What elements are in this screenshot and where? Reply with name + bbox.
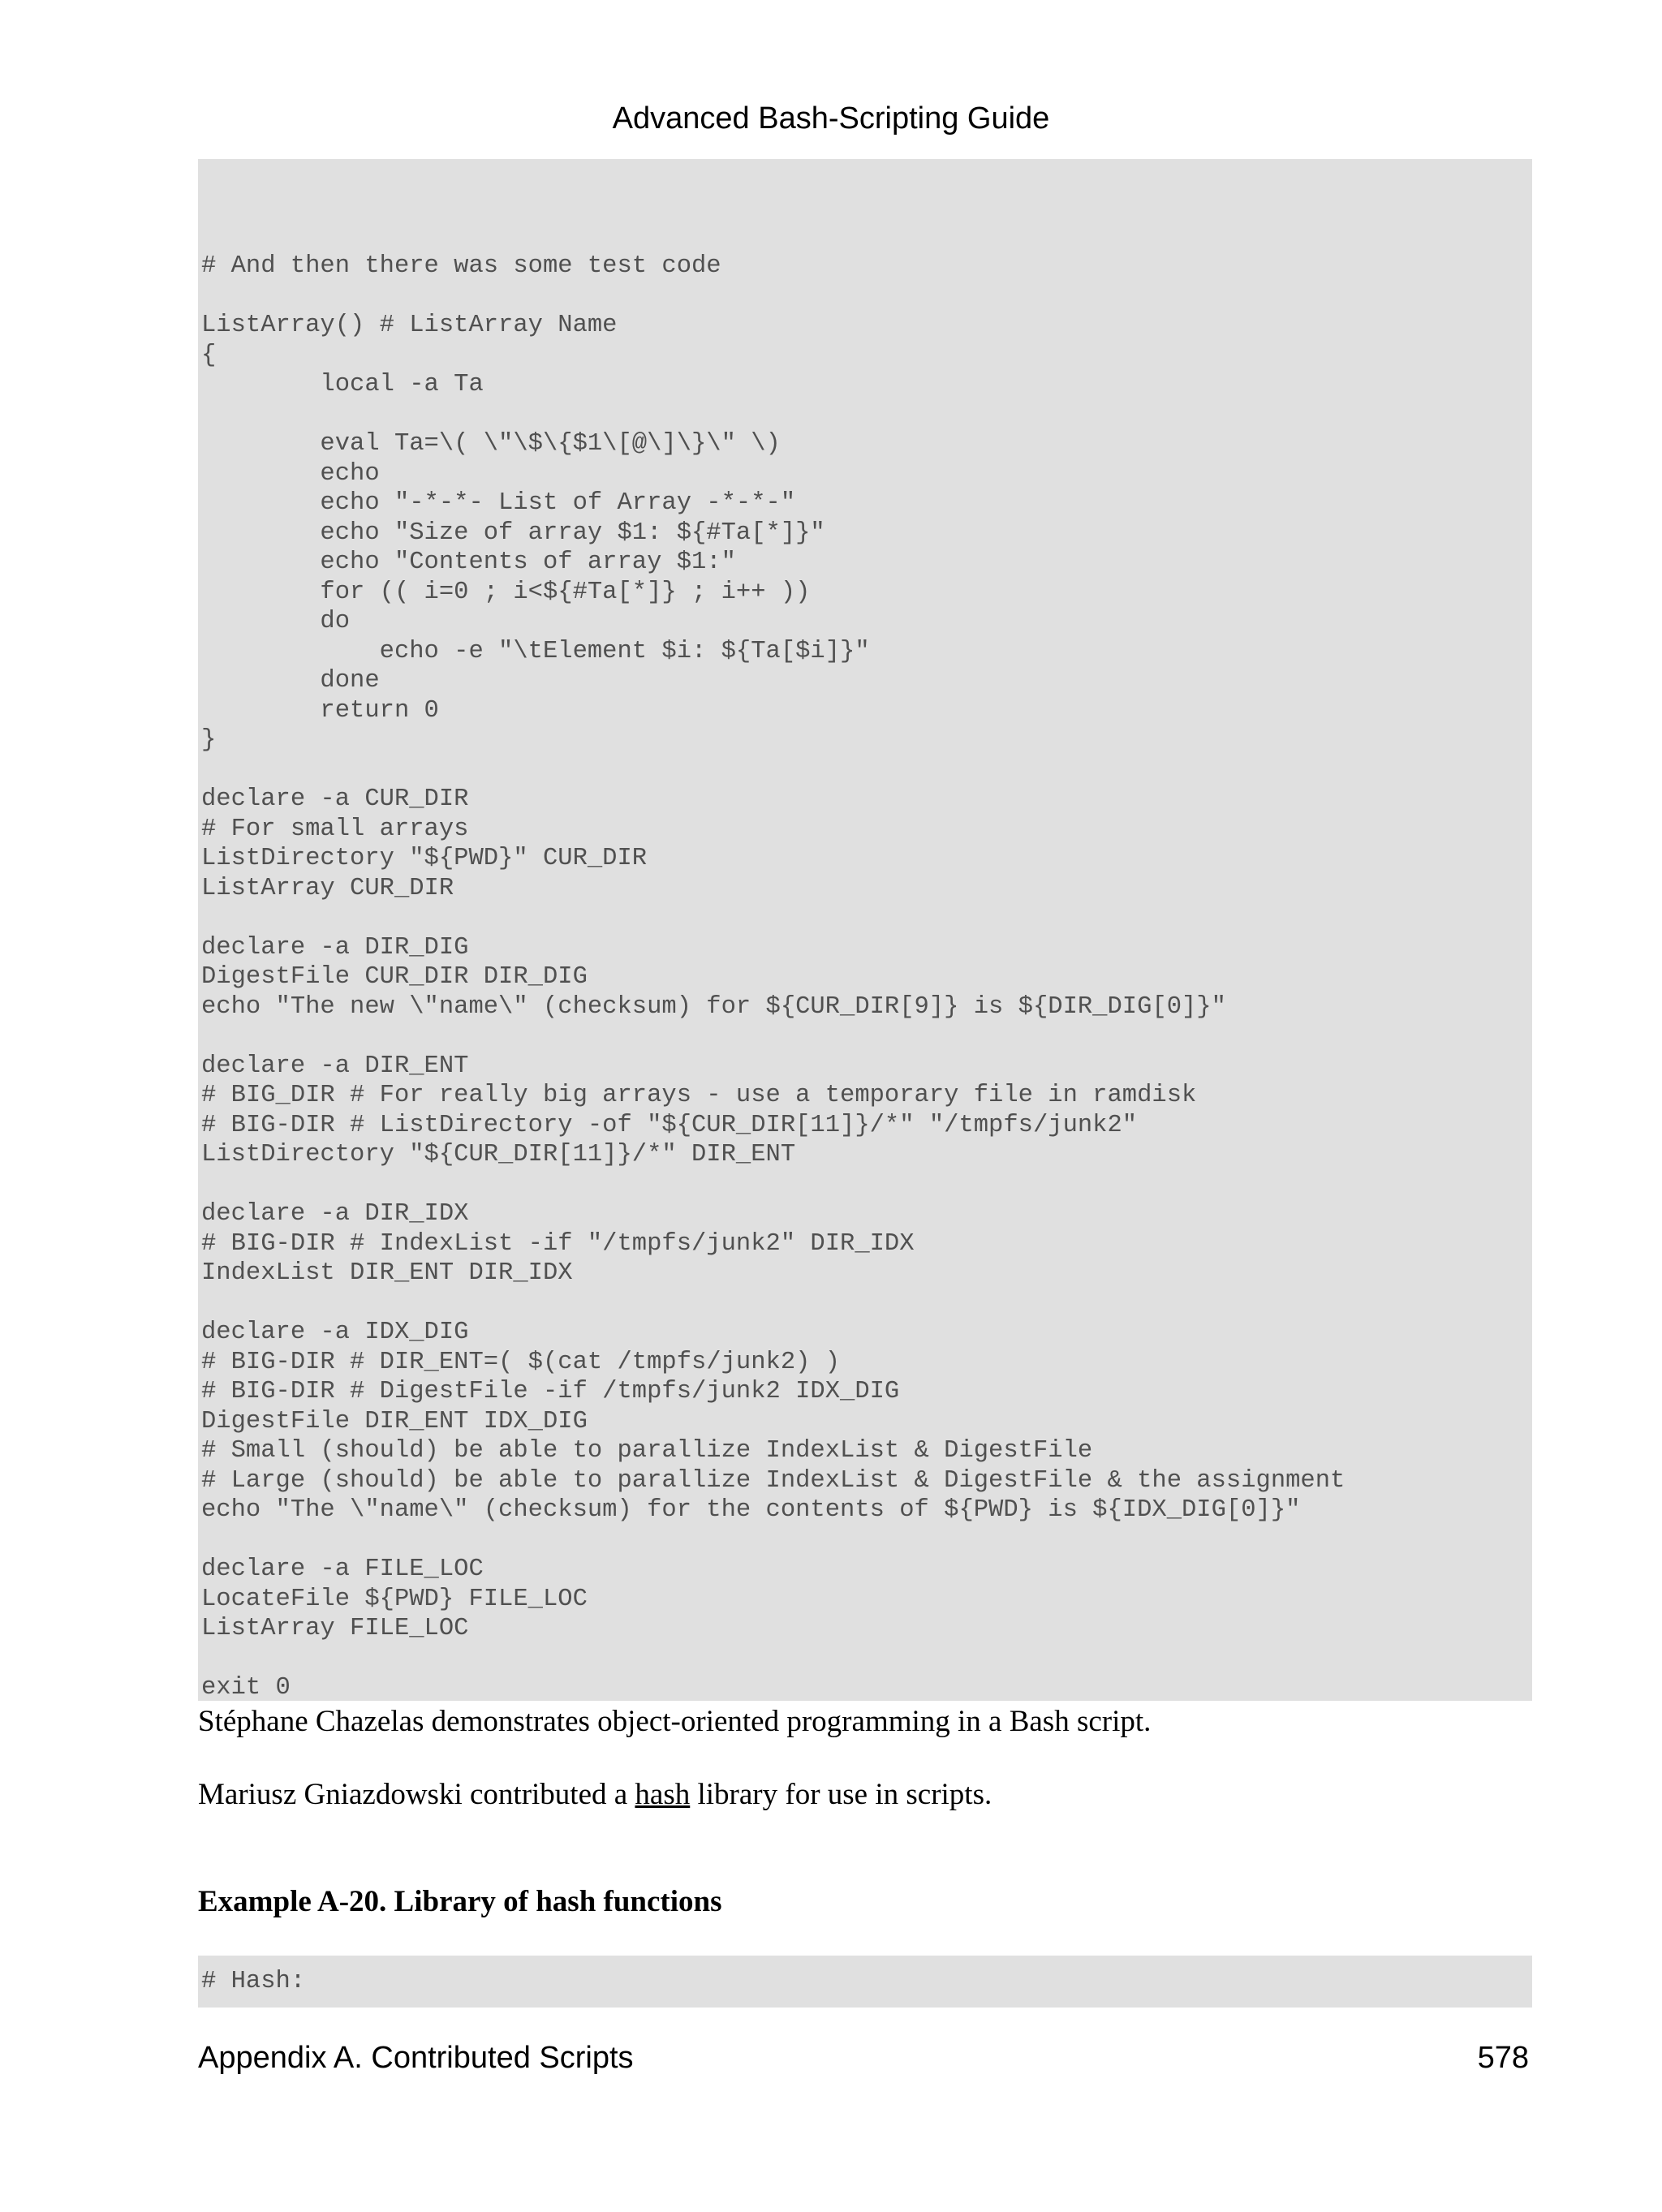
code-listing-hash: # Hash: (198, 1956, 1532, 2008)
page-number: 578 (1477, 2041, 1529, 2075)
footer-section: Appendix A. Contributed Scripts (198, 2041, 634, 2075)
paragraph-text-before: Mariusz Gniazdowski contributed a (198, 1778, 635, 1811)
running-header: Advanced Bash-Scripting Guide (612, 101, 1050, 136)
paragraph-text-after: library for use in scripts. (690, 1778, 992, 1811)
hash-link[interactable]: hash (635, 1778, 691, 1811)
paragraph-hash-library (198, 1775, 992, 1814)
example-title: Example A-20. Library of hash functions (198, 1885, 722, 1918)
code-listing: # And then there was some test code ListArray() # ListArray Name { local -a Ta eval Ta=\( \"\$\{$1\[@\]\}\" \) echo echo "-*-*- List of Array -*-*-" echo "Size of array $1: ${#Ta[*]}" echo "Contents of array $1:" for (( i=0 ; i<${#Ta[*]} ; i++ )) do echo -e "\tElement $i: ${Ta[$i]}" done return 0 } declare -a CUR_DIR # For small arrays ListDirectory "${PWD}" CUR_DIR ListArray CUR_DIR declare -a DIR_DIG DigestFile CUR_DIR DIR_DIG echo "The new \"name\" (checksum) for ${CUR_DIR[9]} is ${DIR_DIG[0]}" declare -a DIR_ENT # BIG_DIR # For really big arrays - use a temporary file in ramdisk # BIG-DIR # ListDirectory -of "${CUR_DIR[11]}/*" "/tmpfs/junk2" ListDirectory "${CUR_DIR[11]}/*" DIR_ENT declare -a DIR_IDX # BIG-DIR # IndexList -if "/tmpfs/junk2" DIR_IDX IndexList DIR_ENT DIR_IDX declare -a IDX_DIG # BIG-DIR # DIR_ENT=( $(cat /tmpfs/junk2) ) # BIG-DIR # DigestFile -if /tmpfs/junk2 IDX_DIG DigestFile DIR_ENT IDX_DIG # Small (should) be able to parallize IndexList & DigestFile # Large (should) be able to parallize IndexList & DigestFile & the assignment echo "The \"name\" (checksum) for the contents of ${PWD} is ${IDX_DIG[0]}" declare -a FILE_LOC LocateFile ${PWD} FILE_LOC ListArray FILE_LOC exit 0 (198, 159, 1532, 1701)
paragraph-oop-note: Stéphane Chazelas demonstrates object-oriented programming in a Bash script. (198, 1705, 1152, 1738)
